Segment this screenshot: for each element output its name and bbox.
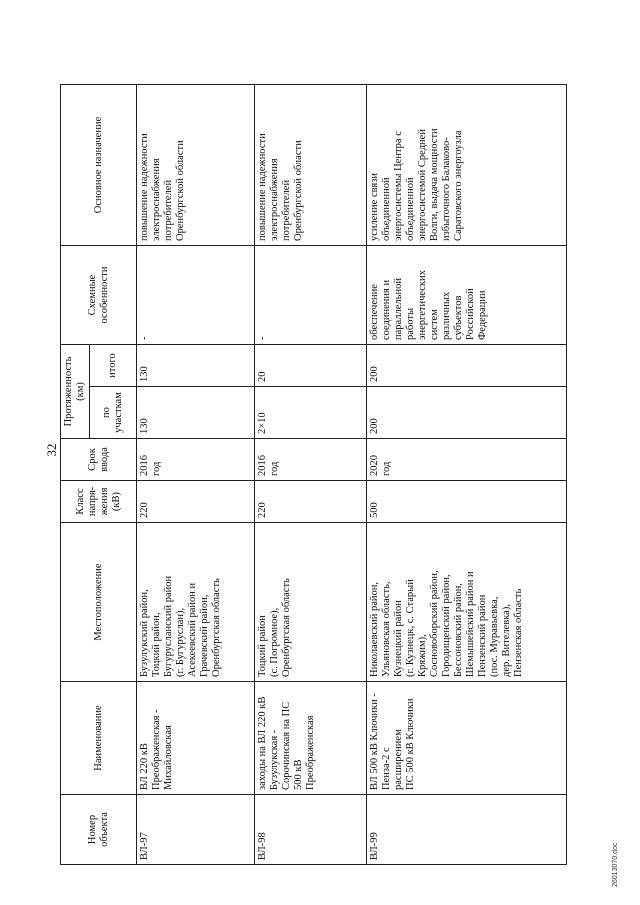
- header-length-total: итого: [90, 345, 137, 387]
- cell-length-total: 130: [137, 345, 255, 387]
- cell-voltage-class: 220: [137, 481, 255, 523]
- header-location: Местоположение: [61, 523, 137, 682]
- table-row: [367, 85, 567, 865]
- cell-features: -: [137, 246, 255, 345]
- cell-purpose: повышение надежности электроснабжения потребителей Оренбургской области: [137, 85, 255, 246]
- cell-term: 2020 год: [367, 439, 567, 481]
- cell-object-number: ВЛ-98: [255, 795, 367, 865]
- cell-length-total: 20: [255, 345, 367, 387]
- header-object-number: Номер объекта: [61, 795, 137, 865]
- cell-term: 2016 год: [137, 439, 255, 481]
- cell-purpose: усиление связи объединенной энергосистемы Центра с объединенной энергосистемой Средней Волги, выдача мощности избыточного Балаково- Саратовского энергоузла: [367, 85, 567, 246]
- cell-voltage-class: 220: [255, 481, 367, 523]
- cell-purpose: повышение надежности электроснабжения потребителей Оренбургской области: [255, 85, 367, 246]
- cell-location: Бузулукский район, Тоцкий район, Бугурусланский район (г. Бугуруслан), Асекеевский район и Грачевский район, Оренбургская область: [137, 523, 255, 682]
- cell-name: ВЛ 500 кВ Ключики - Пенза-2 с расширением ПС 500 кВ Ключики: [367, 682, 567, 795]
- cell-length-sections: 2×10: [255, 387, 367, 439]
- header-commissioning-term: Срок ввода: [61, 439, 137, 481]
- header-main-purpose: Основное назначение: [61, 85, 137, 246]
- cell-name: ВЛ 220 кВ Преображенская - Михайловская: [137, 682, 255, 795]
- header-scheme-features: Схемные особенности: [61, 246, 137, 345]
- cell-location: Николаевский район, Ульяновская область, Кузнецкий район (г. Кузнецк, с. Старый Кряжим), Сосновоборский район, Городищенский район, Бессоновский район, Шемышейский район и Пензенский район (пос. Муравьевка, дер. Вителевка), Пензенская область: [367, 523, 567, 682]
- header-length-by-sections: по участкам: [90, 387, 137, 439]
- cell-term: 2016 год: [255, 439, 367, 481]
- cell-length-sections: 130: [137, 387, 255, 439]
- header-name: Наименование: [61, 682, 137, 795]
- power-lines-table: [60, 84, 567, 865]
- cell-name: заходы на ВЛ 220 кВ Бузулукская - Сорочинская на ПС 500 кВ Преображенская: [255, 682, 367, 795]
- cell-object-number: ВЛ-97: [137, 795, 255, 865]
- cell-features: -: [255, 246, 367, 345]
- document-file-id: 26013070.doc: [612, 842, 619, 887]
- table-row: [137, 85, 255, 865]
- cell-voltage-class: 500: [367, 481, 567, 523]
- table-row: [255, 85, 367, 865]
- cell-location: Тоцкий район (с. Погромное), Оренбургская область: [255, 523, 367, 682]
- cell-object-number: ВЛ-99: [367, 795, 567, 865]
- cell-length-total: 200: [367, 345, 567, 387]
- header-length-group: Протяженность (км): [61, 345, 90, 439]
- header-voltage-class: Класс напря- жения (кВ): [61, 481, 137, 523]
- cell-length-sections: 200: [367, 387, 567, 439]
- page-number: 32: [44, 443, 59, 457]
- cell-features: обеспечение соединения и параллельной работы энергетических систем различных субъектов Российской Федерации: [367, 246, 567, 345]
